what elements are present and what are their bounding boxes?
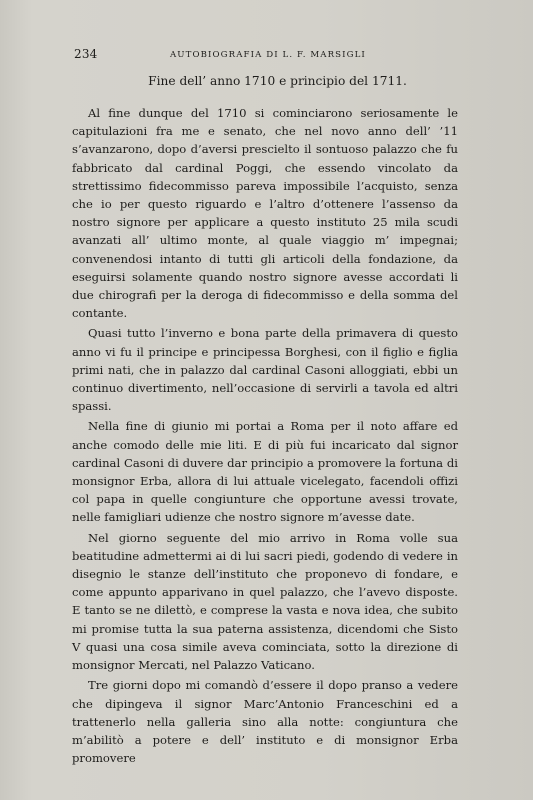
body-text xyxy=(72,104,458,768)
paragraph-5: Tre giorni dopo mi comandò d’essere il dopo pranso a vedere che dipingeva il signor Marc’Antonio Franceschini ed a trattenerlo nella galleria sino alla notte: congiuntura che m’abilitò a potere e dell’ instituto e di monsignor Erba promovere xyxy=(72,678,458,766)
paragraph-3: Nella fine di giunio mi portai a Roma per il noto affare ed anche comodo delle mie liti. E di più fui incaricato dal signor cardinal Casoni di duvere dar principio a promovere la fortuna di monsignor Erba, allora di lui attuale vicelegato, facendoli offizi col papa in quelle congiunture che opportune avessi trovate, nelle famigliari udienze che nostro signore m’avesse date. xyxy=(72,419,458,525)
running-head: AUTOBIOGRAFIA DI L. F. MARSIGLI xyxy=(170,50,366,60)
paragraph-4: Nel giorno seguente del mio arrivo in Roma volle sua beatitudine admettermi ai di lui sacri piedi, godendo di vedere in disegnio le stanze dell’instituto che proponevo di fondare, e come appunto apparivano in quel palazzo, che l’avevo disposte. E tanto se ne dilettò, e comprese la vasta e nova idea, che subito mi promise tutta la sua paterna assistenza, dicendomi che Sisto V quasi una cosa simile aveva cominciata, sotto la direzione di monsignor Mercati, nel Palazzo Vaticano. xyxy=(72,530,458,673)
paragraph-2: Quasi tutto l’inverno e bona parte della primavera di questo anno vi fu il principe e principessa Borghesi, con il figlio e figlia primi nati, che in palazzo dal cardinal Casoni alloggiati, ebbi un continuo divertimento, nell’occasione di servirli a tavola ed altri spassi. xyxy=(72,326,458,414)
page-number: 234 xyxy=(74,47,98,61)
section-title: Fine dell’ anno 1710 e principio del 1711. xyxy=(148,74,407,88)
paragraph-1: Al fine dunque del 1710 si cominciarono seriosamente le capitulazioni fra me e senato, che nel novo anno dell’ ’11 s’avanzarono, dopo d’aversi prescielto il sontuoso palazzo che fu fabbricato dal cardinal Poggi, che essendo vincolato da strettissimo fidecommisso pareva impossibile l’acquisto, senza che io per questo riguardo e l’altro d’ottenere l’assenso da nostro signore per applicare a questo instituto 25 mila scudi avanzati all’ ultimo monte, al quale viaggio m’ impegnai; convenendosi intanto di tutti gli articoli della fondazione, da eseguirsi solamente quando nostro signore avesse accordati li due chirografi per la deroga di fidecommisso e della somma del contante. xyxy=(72,106,458,321)
